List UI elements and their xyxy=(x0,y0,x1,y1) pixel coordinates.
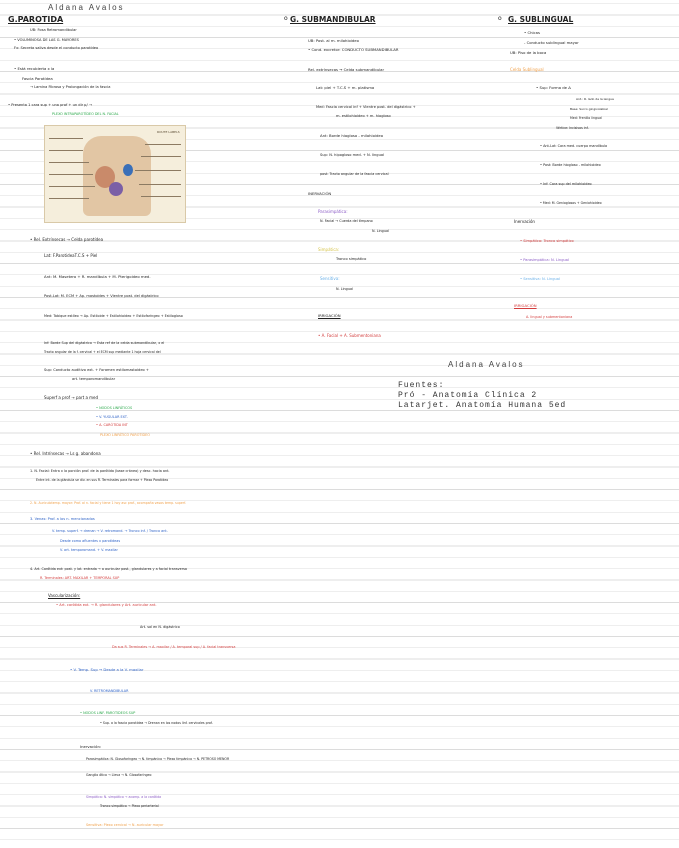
parotida-line: Lat: F.ParotideaT.C.S + Piel xyxy=(44,253,98,258)
sublingual-line: • Simpática: Tronco simpático xyxy=(520,239,574,243)
parotida-line: Vascularización: xyxy=(48,593,81,598)
submandibular-line: post: Tracto angular de la fascia cervical xyxy=(320,172,389,176)
parotida-line: Sup: Conducto auditivo ext. + Foramen estilomastoideo + xyxy=(44,368,149,372)
submandibular-line: Parasimpática: xyxy=(318,209,348,214)
parotida-line: Ganglio ótico → Lleva → N. Glosofaríngeo xyxy=(86,773,152,777)
parotida-line: Simpática: N. simpático → acomp. a la carótida xyxy=(86,795,162,799)
sublingual-line: Ant.: R. lado de la lengua xyxy=(576,97,614,101)
parotida-line: art. temporomandibular xyxy=(72,377,116,381)
submandibular-line: Sup: N. hipogloso med. + N. lingual xyxy=(320,153,385,157)
parotida-line: V. art. temporomand. + V. maxilar xyxy=(60,548,118,552)
parotida-line: → Lamina Fibrosa y Prolongación de la fascia xyxy=(30,85,111,89)
sublingual-line: Vértice: Incisivos inf. xyxy=(556,126,589,130)
bullet-icon: o xyxy=(498,15,502,22)
author-header: Aldana Avalos xyxy=(48,3,125,12)
submandibular-line: INERVACIÓN xyxy=(308,191,332,196)
parotida-line: Superf a prof → part a med xyxy=(44,395,99,400)
parotida-line: • Sup. a la fascia parotídea → Drenan en los nodos linf. cervicales prof. xyxy=(100,721,213,725)
parotida-line: • Rel. Intrínsecas → Ls g. abandona xyxy=(30,451,101,456)
sublingual-line: • Inf: Cara sup del milohioideo xyxy=(540,182,592,186)
parotida-title: G.PAROTIDA xyxy=(8,15,64,24)
submandibular-line: N. Facial → Cuerda del tímpano xyxy=(320,219,373,223)
sublingual-line: A. lingual y submentoniana xyxy=(526,315,573,319)
submandibular-line: Ant: Borde hiogloso - milohioideo xyxy=(320,133,384,138)
parotida-line: Tracto angular de la f. cervical + el ECM sup mediante 1 hoja cervical del xyxy=(44,350,161,354)
parotida-line: PLEXO INTRAPAROTÍDEO DEL N. FACIAL xyxy=(52,112,119,116)
submandibular-title: G. SUBMANDIBULAR xyxy=(290,15,376,24)
submandibular-line: Rel. extrínsecas → Celda submandibular xyxy=(308,67,385,72)
parotida-line: V. RETROMANDIBULAR xyxy=(90,689,129,693)
parotida-line: V. temp. superf. → drenan → V. retromand. → Tronco inf. / Tronco ant. xyxy=(52,529,168,533)
parotida-line: • Rel. Extrínsecas → Celda parotídea xyxy=(30,237,104,242)
parotida-line: R. Terminales: ART. MAXILAR + TEMPORAL SUP xyxy=(40,576,120,580)
submandibular-line: Simpática: xyxy=(318,247,340,252)
parotida-line: • Está recubierta x la xyxy=(14,66,55,71)
parotida-line: Sensitiva: Plexo cervical → N. auricular mayor xyxy=(86,823,164,827)
parotida-line: Parasimpática: N. Glosofaríngeo → N. timpánico → Plexo timpánico → N. PETROSO MENOR xyxy=(86,757,230,761)
parotida-line: Fascia Parotídea xyxy=(22,76,53,81)
parotid-diagram xyxy=(44,125,186,223)
sublingual-line: Inervación xyxy=(514,219,535,224)
parotida-line: Fx: Secreta saliva desde el conducto parotídeo xyxy=(14,46,99,50)
parotida-line: 3. Venas: Prof. a los n. mencionados xyxy=(30,517,95,521)
parotida-line: PLEXO LINFÁTICO PAROTIDEO xyxy=(100,433,150,437)
parotida-line: 1. N. Facial: Entra x la porción prof. de la parótida (base cráneo) y desc. hacia ant. xyxy=(30,469,170,473)
submandibular-line: Med: Fascia cervical inf + Vientre post. del digástrico + xyxy=(316,105,416,109)
parotida-line: • VOLUMINOSA DE LAS G. MAYORES xyxy=(14,38,79,42)
submandibular-line: Lat: piel + T.C.S + m. platisma xyxy=(316,85,375,90)
sublingual-title: G. SUBLINGUAL xyxy=(508,15,574,24)
parotida-line: • A. CARÓTIDA INT xyxy=(96,423,128,427)
sublingual-line: • Sup: Forma de Δ xyxy=(536,85,571,90)
parotida-line: Art. sal en N. digástrico xyxy=(140,625,180,629)
sublingual-line: IRRIGACIÓN xyxy=(514,303,537,308)
sublingual-line: UB: Piso de la boca xyxy=(510,50,547,55)
parotida-line: • NODOS LINF. PAROTIDEOS SUP xyxy=(80,711,136,715)
parotida-line: Da sus R. Terminales → A. maxilar / A. temporal sup / A. facial transversa xyxy=(112,645,236,649)
source-item: Pró - Anatomía Clínica 2 xyxy=(398,391,538,400)
submandibular-line: Tronco simpático xyxy=(336,257,367,261)
sublingual-line: Med: Frenillo lingual xyxy=(570,116,602,120)
parotida-line: 4. Art. Carótida ext: post. y lat. entrada → a auricular post., glandulares y a facial transversa xyxy=(30,567,187,571)
sublingual-line: • Post: Borde hiogloso - milohioideo xyxy=(540,163,601,167)
author-signature: Aldana Avalos xyxy=(448,360,525,369)
submandibular-line: • A. Facial + A. Submentoniana xyxy=(318,333,381,338)
submandibular-line: m. estilohioideo + m. hiogloso xyxy=(336,114,391,118)
submandibular-line: UB: Post. al m. milohioideo xyxy=(308,38,359,43)
parotida-line: Desde como afluentes x parotídeas xyxy=(60,539,121,543)
sublingual-line: • Chicas xyxy=(524,30,540,35)
sublingual-line: • Ant-Lat: Cara med. cuerpo mandíbula xyxy=(540,144,608,148)
submandibular-line: Sensitiva: xyxy=(320,276,340,281)
sublingual-line: Celda Sublingual xyxy=(510,67,544,72)
parotida-line: Med: Tabique estíleo → Ap. Estiloide + Estilohioideo + Estilofaríngeo + Estilogloso xyxy=(44,314,183,318)
bullet-icon: o xyxy=(284,15,288,22)
sublingual-line: • Parasimpática: N. Lingual xyxy=(520,258,569,262)
parotida-line: Inervación: xyxy=(80,744,102,749)
parotida-line: • NODOS LINFÁTICOS xyxy=(96,406,133,410)
parotida-line: UB: Fosa Retromandibular xyxy=(30,28,77,32)
parotida-line: Entre int. de la glándula se div. en sus R. Terminales para formar + Plexo Parotídeo xyxy=(36,478,169,482)
parotida-line: 2. N. Auriculotemp. mayor: Prof. al n. facial y tiene 1 hoy asc prof., acompaña vasos temp. superf. xyxy=(30,501,187,505)
parotida-line: Inf: Borde Sup del digástrico → Esta ref de la celda submandibular, x el xyxy=(44,341,165,345)
sources-title: Fuentes: xyxy=(398,381,445,390)
submandibular-line: N. Lingual xyxy=(372,229,389,233)
parotida-line: • V. YUGULAR EXT. xyxy=(96,415,128,419)
sublingual-line: • Med: M. Genioglosos + Geniohioideo xyxy=(540,201,602,205)
parotida-line: Tronco simpático → Plexo periarterial xyxy=(100,804,159,808)
parotida-line: Post-Lat: M. ECM + Ap. mastoides + Vientre post. del digástrico xyxy=(44,294,159,298)
source-item: Latarjet. Anatomía Humana 5ed xyxy=(398,401,567,410)
submandibular-line: N. Lingual xyxy=(336,287,353,291)
figure-label: ROUTE LABELS xyxy=(157,130,180,134)
sublingual-line: - Conducto sublingual mayor xyxy=(524,40,579,45)
sublingual-line: Base: Surco gingivolabial xyxy=(570,107,608,111)
sublingual-line: • Sensitiva: N. Lingual xyxy=(520,277,561,281)
submandibular-line: IRRIGACIÓN xyxy=(318,313,341,318)
submandibular-line: • Cond. excretor: CONDUCTO SUBMANDIBULAR xyxy=(308,47,399,52)
parotida-line: • Art. carótida ext. → R. glandulares y Art. auricular ant. xyxy=(56,603,157,607)
parotida-line: • Presenta 1 cara sup + una prof + un dir p/ → xyxy=(8,103,92,107)
parotida-line: • V. Temp. Sup → Desde a la V. maxilar xyxy=(70,667,144,672)
parotida-line: Ant: M. Masetero + R. mandíbula + M. Pterigoideo med. xyxy=(44,274,151,279)
